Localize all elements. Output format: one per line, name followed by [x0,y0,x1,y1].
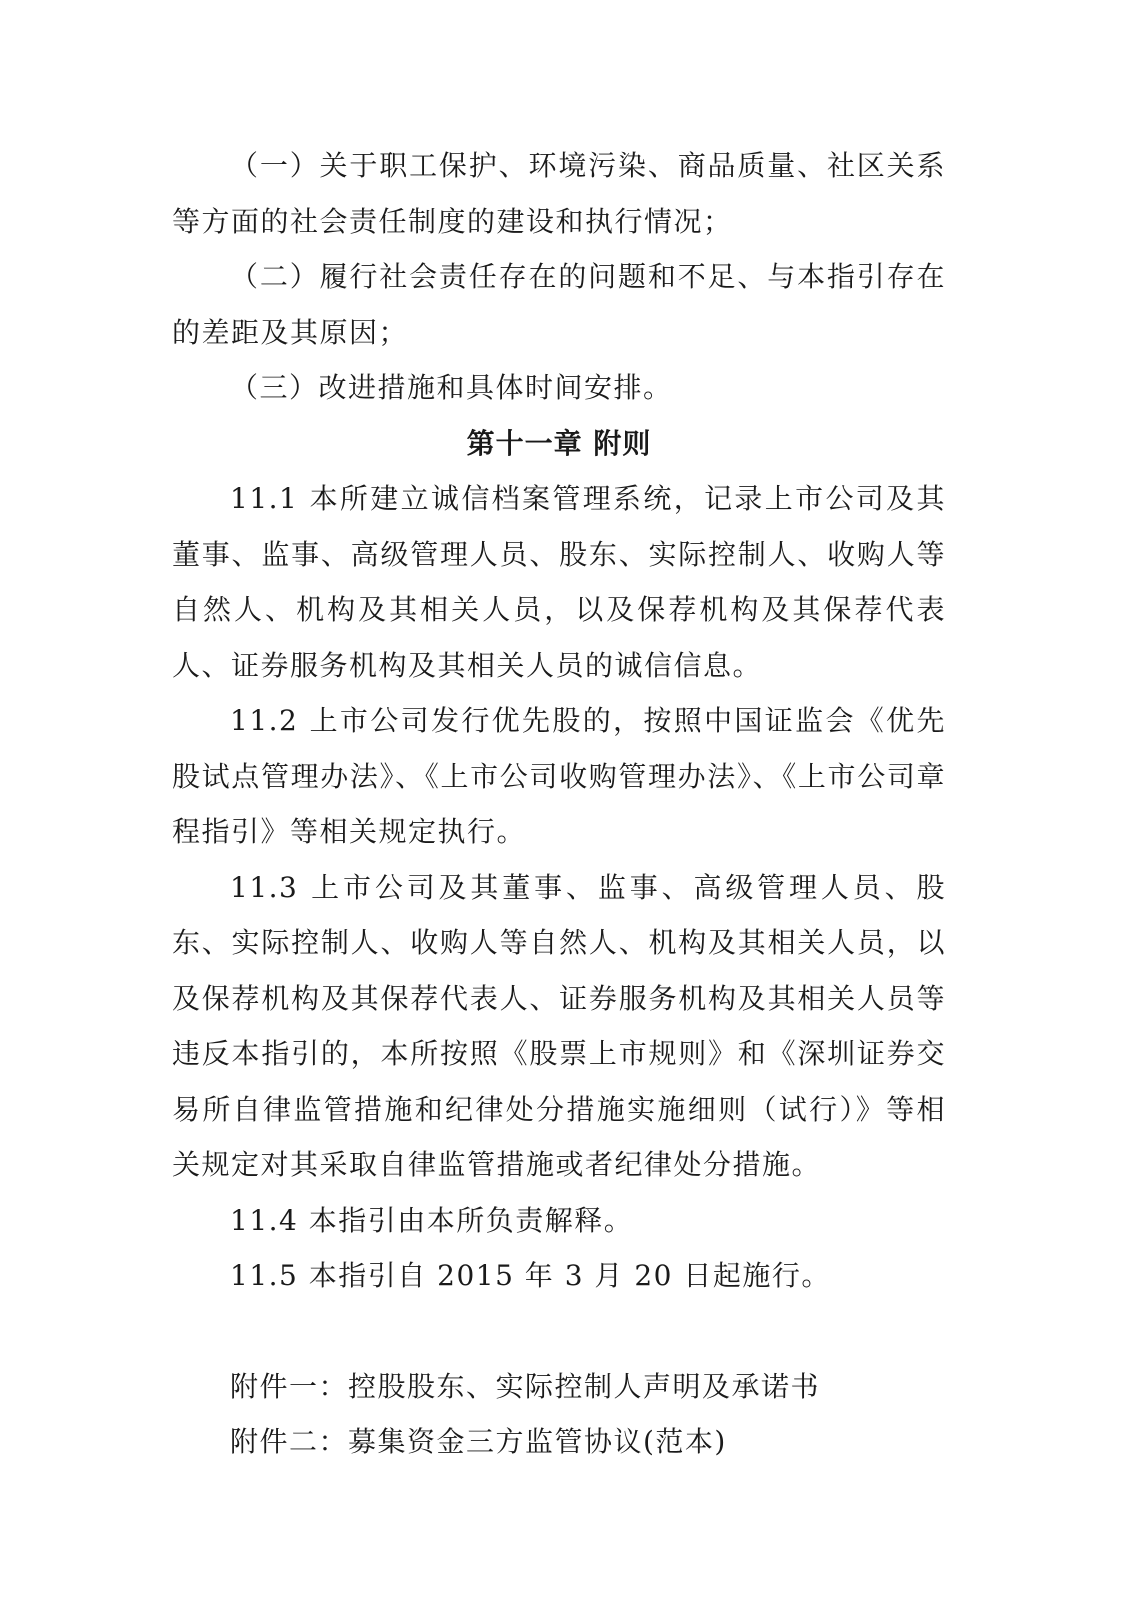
spacer [172,1304,946,1359]
chapter-title: 第十一章 附则 [466,426,652,460]
paragraph-item-1: （一）关于职工保护、环境污染、商品质量、社区关系等方面的社会责任制度的建设和执行情况； [172,149,946,238]
article-11-2: 11.2 上市公司发行优先股的，按照中国证监会《优先股试点管理办法》、《上市公司收购管理办法》、《上市公司章程指引》等相关规定执行。 [172,704,946,848]
article-11-4: 11.4 本指引由本所负责解释。 [230,1203,634,1237]
attachment-1: 附件一：控股股东、实际控制人声明及承诺书 [230,1369,821,1403]
article-11-5: 11.5 本指引自 2015 年 3 月 20 日起施行。 [230,1259,831,1292]
article-11-3: 11.3 上市公司及其董事、监事、高级管理人员、股东、实际控制人、收购人等自然人、机构及其相关人员，以及保荐机构及其保荐代表人、证券服务机构及其相关人员等违反本指引的，本所按照《股票上市规则》和《深圳证券交易所自律监管措施和纪律处分措施实施细则（试行）》等相关规定对其采取自律监管措施或者纪律处分措施。 [172,870,946,1181]
attachment-2: 附件二：募集资金三方监管协议(范本) [230,1425,727,1458]
document-page [172,138,946,1470]
article-11-1: 11.1 本所建立诚信档案管理系统，记录上市公司及其董事、监事、高级管理人员、股东、实际控制人、收购人等自然人、机构及其相关人员，以及保荐机构及其保荐代表人、证券服务机构及其相关人员的诚信信息。 [172,482,946,682]
paragraph-item-2: （二）履行社会责任存在的问题和不足、与本指引存在的差距及其原因； [172,260,946,349]
paragraph-item-3: （三）改进措施和具体时间安排。 [230,371,673,404]
